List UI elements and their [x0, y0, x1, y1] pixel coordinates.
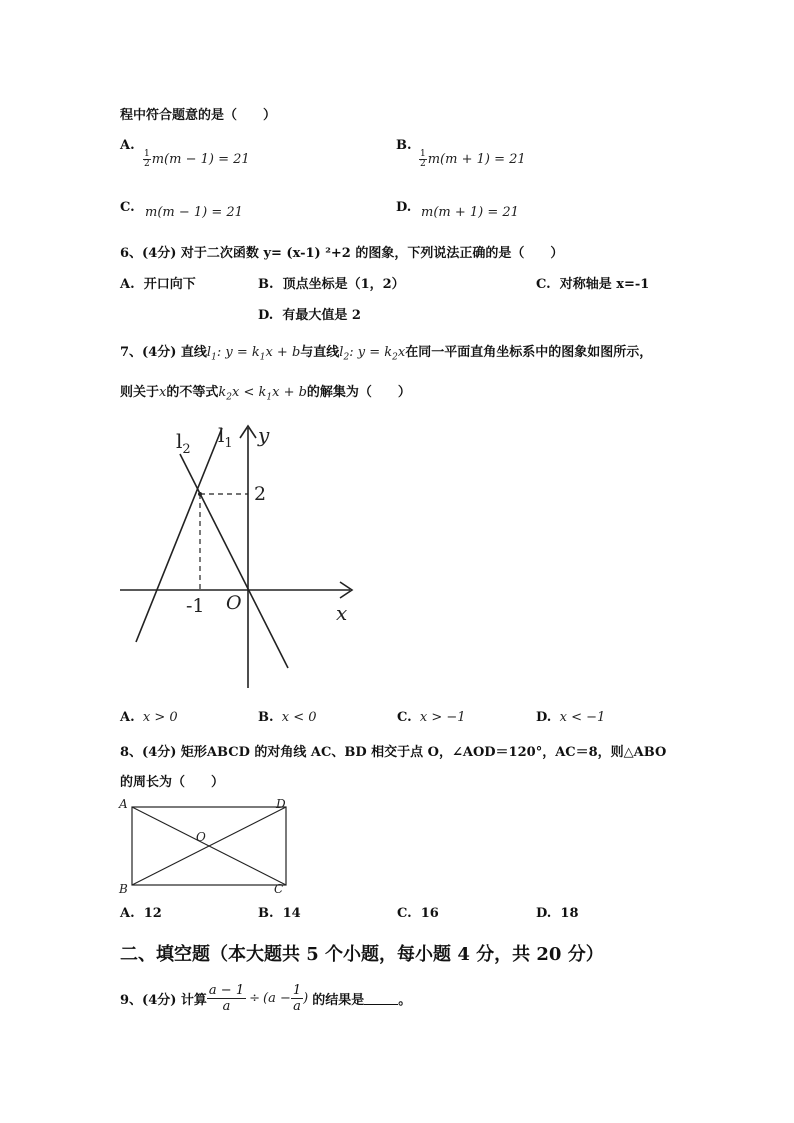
q5-option-a [120, 138, 135, 153]
label-y: y [258, 423, 270, 447]
q7-option-c: C. x > −1 [397, 710, 466, 725]
fraction-1: $\frac{a - 1}{a}$ [208, 982, 245, 1014]
vertex-a: A [119, 797, 128, 811]
label-l1: $l_1$ [218, 423, 233, 451]
center-o: O [196, 830, 206, 844]
vertex-c: C [274, 882, 284, 896]
q6-option-c: C. 对称轴是 x=-1 [536, 277, 650, 292]
line-l2 [180, 454, 288, 668]
vertex-d: D [276, 797, 286, 811]
section-title-fill-in: 二、填空题（本大题共 5 个小题，每小题 4 分，共 20 分） [120, 944, 604, 965]
q9-stem: 9、(4分) 计算 $\frac{a - 1}{a}$ ÷ (a − $\frac{1}{a}$ ) 的结果是 。 [120, 982, 412, 1014]
q5-option-b-expr: $\frac{1}{2}$ m(m + 1) = 21 [420, 149, 526, 169]
q7-option-d: D. x < −1 [536, 710, 606, 725]
line-l1 [136, 428, 222, 642]
q5-option-c: C. [120, 200, 135, 215]
q7-graph [118, 420, 368, 695]
q7-option-b: B. x < 0 [258, 710, 317, 725]
q8-option-a: A. 12 [120, 906, 162, 921]
q5-option-a-expr: $\frac{1}{2}$ m(m − 1) = 21 [144, 149, 250, 169]
q7-stem-line2: 则关于x的不等式$k_2x < k_1x + b$的解集为（ ） [120, 385, 411, 403]
label-origin: O [226, 592, 242, 614]
label-l2: $l_2$ [176, 429, 191, 457]
intersection-point [198, 492, 202, 496]
q6-option-b: B. 顶点坐标是（1，2） [258, 277, 405, 292]
q8-rectangle-figure [116, 795, 296, 900]
q8-stem: 8、(4分) 矩形ABCD 的对角线 AC、BD 相交于点 O，∠AOD＝120°，AC＝8，则△ABO [120, 745, 667, 760]
q8-stem-line2: 的周长为（ ） [120, 775, 225, 790]
fraction-2: $\frac{1}{a}$ [292, 982, 302, 1014]
q5-option-b: B. [396, 138, 412, 153]
option-label: A. [120, 138, 135, 153]
q5-option-d: D. [396, 200, 412, 215]
q8-option-c: C. 16 [397, 906, 439, 921]
label-x: x [336, 601, 348, 625]
q7-option-a: A. x > 0 [120, 710, 178, 725]
fraction: $\frac{1}{2}$ [144, 149, 150, 169]
fraction: $\frac{1}{2}$ [420, 149, 426, 169]
q6-option-d: D. 有最大值是 2 [258, 308, 361, 323]
q6-stem: 6、(4分) 对于二次函数 y= (x-1) ²+2 的图象，下列说法正确的是（ ） [120, 246, 564, 261]
q5-option-d-expr: m(m + 1) = 21 [421, 205, 519, 220]
answer-blank[interactable] [364, 992, 398, 1005]
q8-option-d: D. 18 [536, 906, 579, 921]
q6-option-a: A. 开口向下 [120, 277, 196, 292]
vertex-b: B [119, 882, 128, 896]
q5-option-c-expr: m(m − 1) = 21 [145, 205, 243, 220]
q8-option-b: B. 14 [258, 906, 301, 921]
q7-stem-line1: 7、(4分) 直线$l_1$: $y = k_1x + b$与直线$l_2$: $y = k_2x$在同一平面直角坐标系中的图象如图所示， [120, 345, 653, 363]
q5-stem-tail: 程中符合题意的是（ ） [120, 108, 277, 123]
label-2: 2 [254, 483, 267, 505]
label-neg1: -1 [186, 595, 205, 617]
